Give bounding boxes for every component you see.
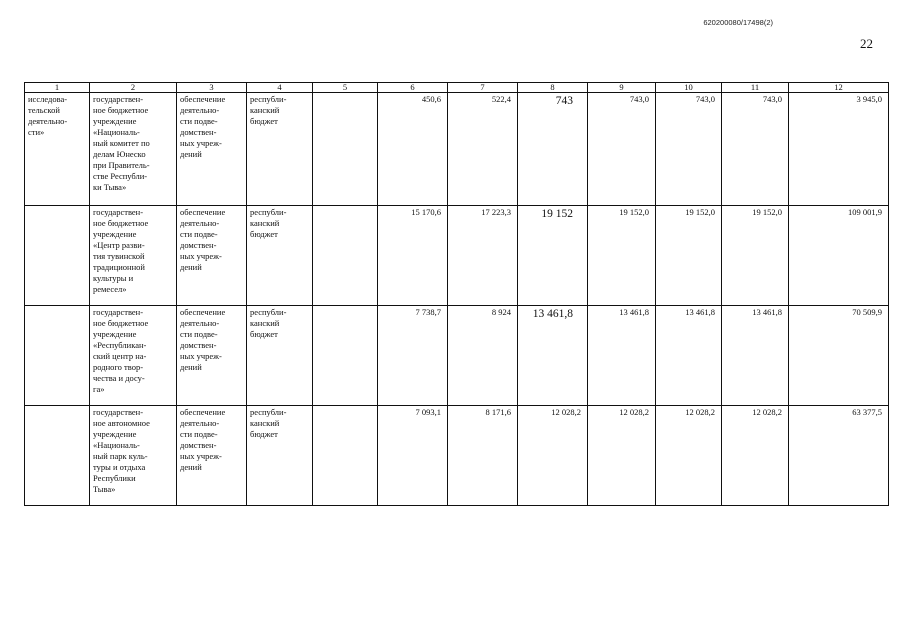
table-cell: республи- канский бюджет: [247, 93, 313, 206]
column-header: 7: [448, 83, 518, 93]
table-cell: 63 377,5: [789, 406, 889, 506]
table-row: [25, 206, 889, 306]
table-row: [25, 93, 889, 206]
table-cell: 70 509,9: [789, 306, 889, 406]
table-cell: [313, 406, 378, 506]
column-header: 6: [378, 83, 448, 93]
table-row: [25, 306, 889, 406]
table-cell: 7 093,1: [378, 406, 448, 506]
table-cell: 12 028,2: [588, 406, 656, 506]
table-cell: [25, 306, 90, 406]
column-header: 9: [588, 83, 656, 93]
table-cell: исследова- тельской деятельно- сти»: [25, 93, 90, 206]
table-cell: обеспечение деятельно- сти подве- домствен- ных учреж- дений: [177, 406, 247, 506]
table-cell: 13 461,8: [722, 306, 789, 406]
table-cell: 743,0: [722, 93, 789, 206]
table-cell: 450,6: [378, 93, 448, 206]
table-cell: обеспечение деятельно- сти подве- домствен- ных учреж- дений: [177, 206, 247, 306]
table-cell: [25, 206, 90, 306]
table-cell: 13 461,8: [518, 306, 588, 406]
table-cell: 17 223,3: [448, 206, 518, 306]
table-cell: 19 152: [518, 206, 588, 306]
table-cell: [313, 206, 378, 306]
table-cell: [313, 93, 378, 206]
column-header: 1: [25, 83, 90, 93]
table-cell: государствен- ное бюджетное учреждение «Республикан- ский центр на- родного твор- чества и досу- га»: [90, 306, 177, 406]
table-cell: государствен- ное бюджетное учреждение «Националь- ный комитет по делам Юнеско при Правитель- стве Республи- ки Тыва»: [90, 93, 177, 206]
table-cell: 7 738,7: [378, 306, 448, 406]
table-cell: [25, 406, 90, 506]
table-cell: 743: [518, 93, 588, 206]
header-row: [25, 83, 889, 93]
table-cell: 8 171,6: [448, 406, 518, 506]
table-cell: государствен- ное бюджетное учреждение «Центр разви- тия тувинской традиционной культуры и ремесел»: [90, 206, 177, 306]
table-cell: 12 028,2: [722, 406, 789, 506]
table-cell: республи- канский бюджет: [247, 406, 313, 506]
column-header: 2: [90, 83, 177, 93]
budget-table: [24, 82, 889, 506]
table-cell: обеспечение деятельно- сти подве- домствен- ных учреж- дений: [177, 93, 247, 206]
table-row: [25, 406, 889, 506]
table-cell: [313, 306, 378, 406]
column-header: 4: [247, 83, 313, 93]
table-cell: 19 152,0: [722, 206, 789, 306]
column-header: 11: [722, 83, 789, 93]
column-header: 3: [177, 83, 247, 93]
table-cell: 3 945,0: [789, 93, 889, 206]
table-cell: республи- канский бюджет: [247, 206, 313, 306]
table-cell: 743,0: [656, 93, 722, 206]
column-header: 10: [656, 83, 722, 93]
table-cell: 12 028,2: [518, 406, 588, 506]
table-cell: 15 170,6: [378, 206, 448, 306]
document-id: 620200080/17498(2): [703, 18, 773, 27]
table-cell: государствен- ное автономное учреждение «Националь- ный парк куль- туры и отдыха Республики Тыва»: [90, 406, 177, 506]
table-cell: 109 001,9: [789, 206, 889, 306]
table-cell: 522,4: [448, 93, 518, 206]
table-cell: 13 461,8: [588, 306, 656, 406]
table-cell: республи- канский бюджет: [247, 306, 313, 406]
page-number: 22: [860, 36, 873, 51]
table-cell: 8 924: [448, 306, 518, 406]
column-header: 12: [789, 83, 889, 93]
table-cell: 743,0: [588, 93, 656, 206]
column-header: 8: [518, 83, 588, 93]
table-cell: 13 461,8: [656, 306, 722, 406]
table-cell: обеспечение деятельно- сти подве- домствен- ных учреж- дений: [177, 306, 247, 406]
table-cell: 19 152,0: [588, 206, 656, 306]
table-cell: 12 028,2: [656, 406, 722, 506]
table-cell: 19 152,0: [656, 206, 722, 306]
column-header: 5: [313, 83, 378, 93]
